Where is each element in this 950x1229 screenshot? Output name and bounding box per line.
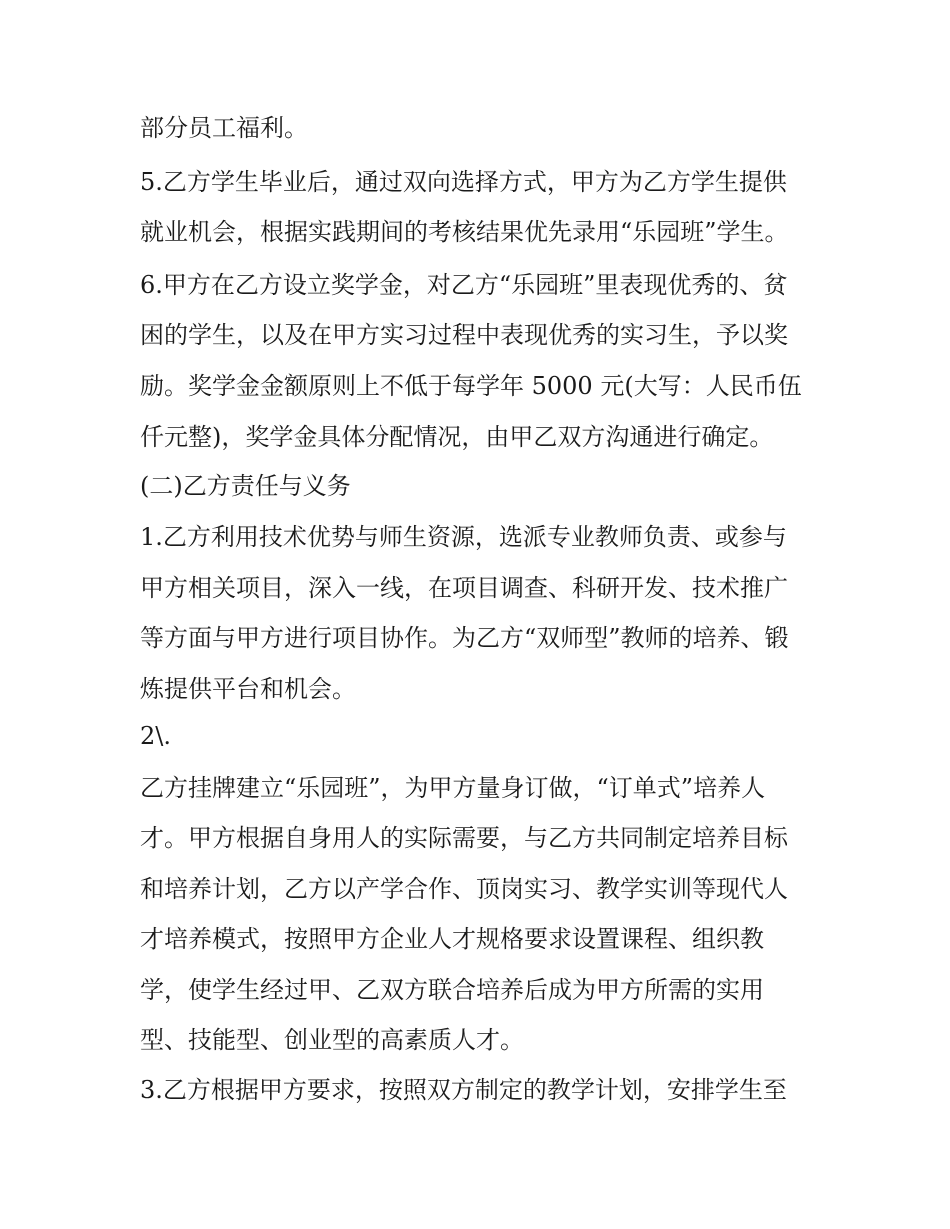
section-heading: (二)乙方责任与义务 [140,472,351,500]
text-line: 2\. [140,722,171,750]
text-line: 励。奖学金金额原则上不低于每学年 5000 元(大写：人民币伍 [140,372,802,400]
text-line: 和培养计划，乙方以产学合作、顶岗实习、教学实训等现代人 [140,875,788,903]
text-line: 困的学生，以及在甲方实习过程中表现优秀的实习生，予以奖 [140,321,788,349]
text-line: 学，使学生经过甲、乙双方联合培养后成为甲方所需的实用 [140,976,764,1004]
text-line: 甲方相关项目，深入一线，在项目调查、科研开发、技术推广 [140,574,788,602]
text-line: 炼提供平台和机会。 [140,675,356,703]
text-line: 5.乙方学生毕业后，通过双向选择方式，甲方为乙方学生提供 [140,168,787,196]
text-line: 乙方挂牌建立“乐园班”，为甲方量身订做，“订单式”培养人 [140,774,766,802]
text-line: 才培养模式，按照甲方企业人才规格要求设置课程、组织教 [140,925,764,953]
text-line: 3.乙方根据甲方要求，按照双方制定的教学计划，安排学生至 [140,1076,787,1104]
text-line: 才。甲方根据自身用人的实际需要，与乙方共同制定培养目标 [140,824,788,852]
text-line: 1.乙方利用技术优势与师生资源，选派专业教师负责、或参与 [140,523,787,551]
text-line: 型、技能型、创业型的高素质人才。 [140,1026,524,1054]
text-line: 就业机会，根据实践期间的考核结果优先录用“乐园班”学生。 [140,218,789,246]
text-line: 等方面与甲方进行项目协作。为乙方“双师型”教师的培养、锻 [140,624,789,652]
text-line: 部分员工福利。 [140,114,308,142]
text-line: 6.甲方在乙方设立奖学金，对乙方“乐园班”里表现优秀的、贫 [140,271,788,299]
text-line: 仟元整)，奖学金具体分配情况，由甲乙双方沟通进行确定。 [140,423,774,451]
